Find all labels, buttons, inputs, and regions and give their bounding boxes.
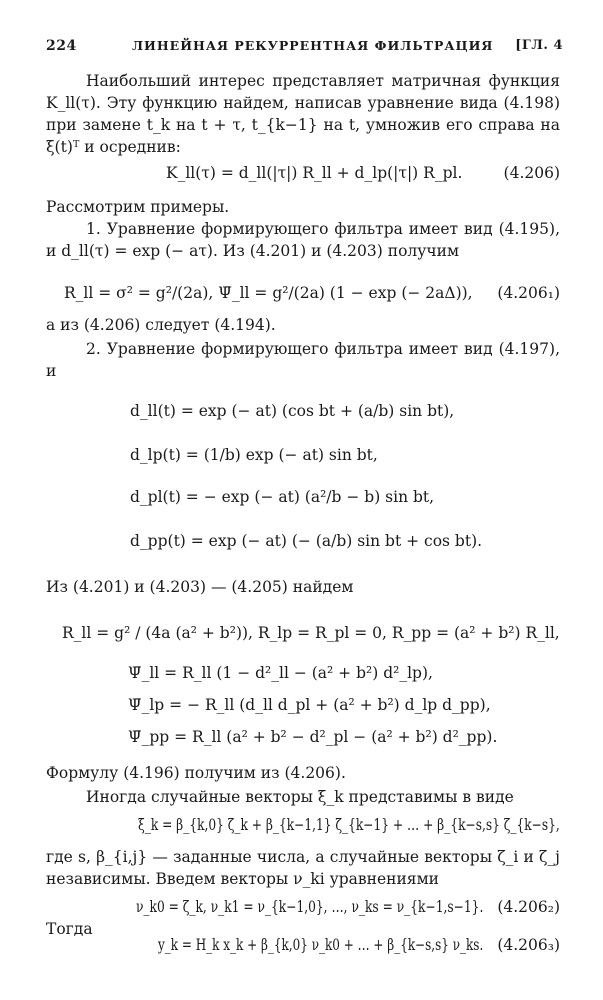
equation-formula: d_ll(t) = exp (− at) (cos bt + (a/b) sin bt),	[130, 402, 455, 420]
running-title: ЛИНЕЙНАЯ РЕКУРРЕНТНАЯ ФИЛЬТРАЦИЯ	[132, 38, 494, 53]
equation-number: (4.206₁)	[497, 284, 560, 302]
equation-formula: Ψ̄_lp = − R_ll (d_ll d_pl + (a² + b²) d_lp d_pp),	[128, 696, 491, 714]
equation-formula: d_pl(t) = − exp (− at) (a²/b − b) sin bt,	[130, 488, 435, 506]
equation-formula: Ψ̄_ll = R_ll (1 − d²_ll − (a² + b²) d²_lp),	[128, 664, 433, 682]
equation-formula: ξ_k = β_{k,0} ζ_k + β_{k−1,1} ζ_{k−1} + … + β_{k−s,s} ζ_{k−s},	[138, 816, 560, 834]
paragraph-examples: Рассмотрим примеры.	[46, 198, 230, 216]
equation-formula: K_ll(τ) = d_ll(|τ|) R_ll + d_lp(|τ|) R_pl.	[166, 164, 463, 182]
equation-formula: d_pp(t) = exp (− at) (− (a/b) sin bt + cos bt).	[130, 532, 483, 550]
paragraph-find: Из (4.201) и (4.203) — (4.205) найдем	[46, 578, 354, 596]
equation-formula: d_lp(t) = (1/b) exp (− at) sin bt,	[130, 446, 378, 464]
paragraph-example-2: 2. Уравнение формирующего фильтра имеет вид (4.197), и	[46, 340, 560, 380]
equation-formula: Ψ̄_pp = R_ll (a² + b² − d²_pl − (a² + b²) d²_pp).	[128, 728, 498, 746]
chapter-label: [ГЛ. 4	[515, 38, 563, 53]
equation-number: (4.206₃)	[497, 936, 560, 954]
paragraph-formula: Формулу (4.196) получим из (4.206).	[46, 764, 346, 782]
paragraph-example-1: 1. Уравнение формирующего фильтра имеет вид (4.195), и d_ll(τ) = exp (− aτ). Из (4.201) и (4.203) получим	[46, 220, 560, 260]
equation-formula: y_k = H_k x_k + β_{k,0} ν_k0 + … + β_{k−s,s} ν_ks.	[158, 936, 484, 954]
equation-number: (4.206)	[503, 164, 560, 182]
paragraph-where: где s, β_{i,j} — заданные числа, а случайные векторы ζ_i и ζ_j независимы. Введем векторы ν_ki уравнениями	[46, 848, 560, 888]
paragraph-random-vectors: Иногда случайные векторы ξ_k представимы в виде	[86, 788, 514, 806]
paragraph-then: Тогда	[46, 920, 93, 938]
running-header	[46, 38, 563, 62]
equation-formula: R_ll = g² / (4a (a² + b²)), R_lp = R_pl = 0, R_pp = (a² + b²) R_ll,	[62, 624, 560, 642]
paragraph-intro: Наибольший интерес представляет матричная функция K_ll(τ). Эту функцию найдем, написав уравнение вида (4.198) при замене t_k на t + τ, t_{k−1} на t, умножив его справа на ξ(t)ᵀ и осреднив:	[46, 72, 560, 156]
equation-number: (4.206₂)	[497, 898, 560, 916]
page-number: 224	[46, 38, 77, 54]
paragraph-follows: а из (4.206) следует (4.194).	[46, 316, 276, 334]
equation-formula: R_ll = σ² = g²/(2a), Ψ̄_ll = g²/(2a) (1 − exp (− 2aΔ)),	[64, 284, 473, 302]
equation-formula: ν_k0 = ζ_k, ν_k1 = ν_{k−1,0}, …, ν_ks = ν_{k−1,s−1}.	[136, 898, 484, 916]
